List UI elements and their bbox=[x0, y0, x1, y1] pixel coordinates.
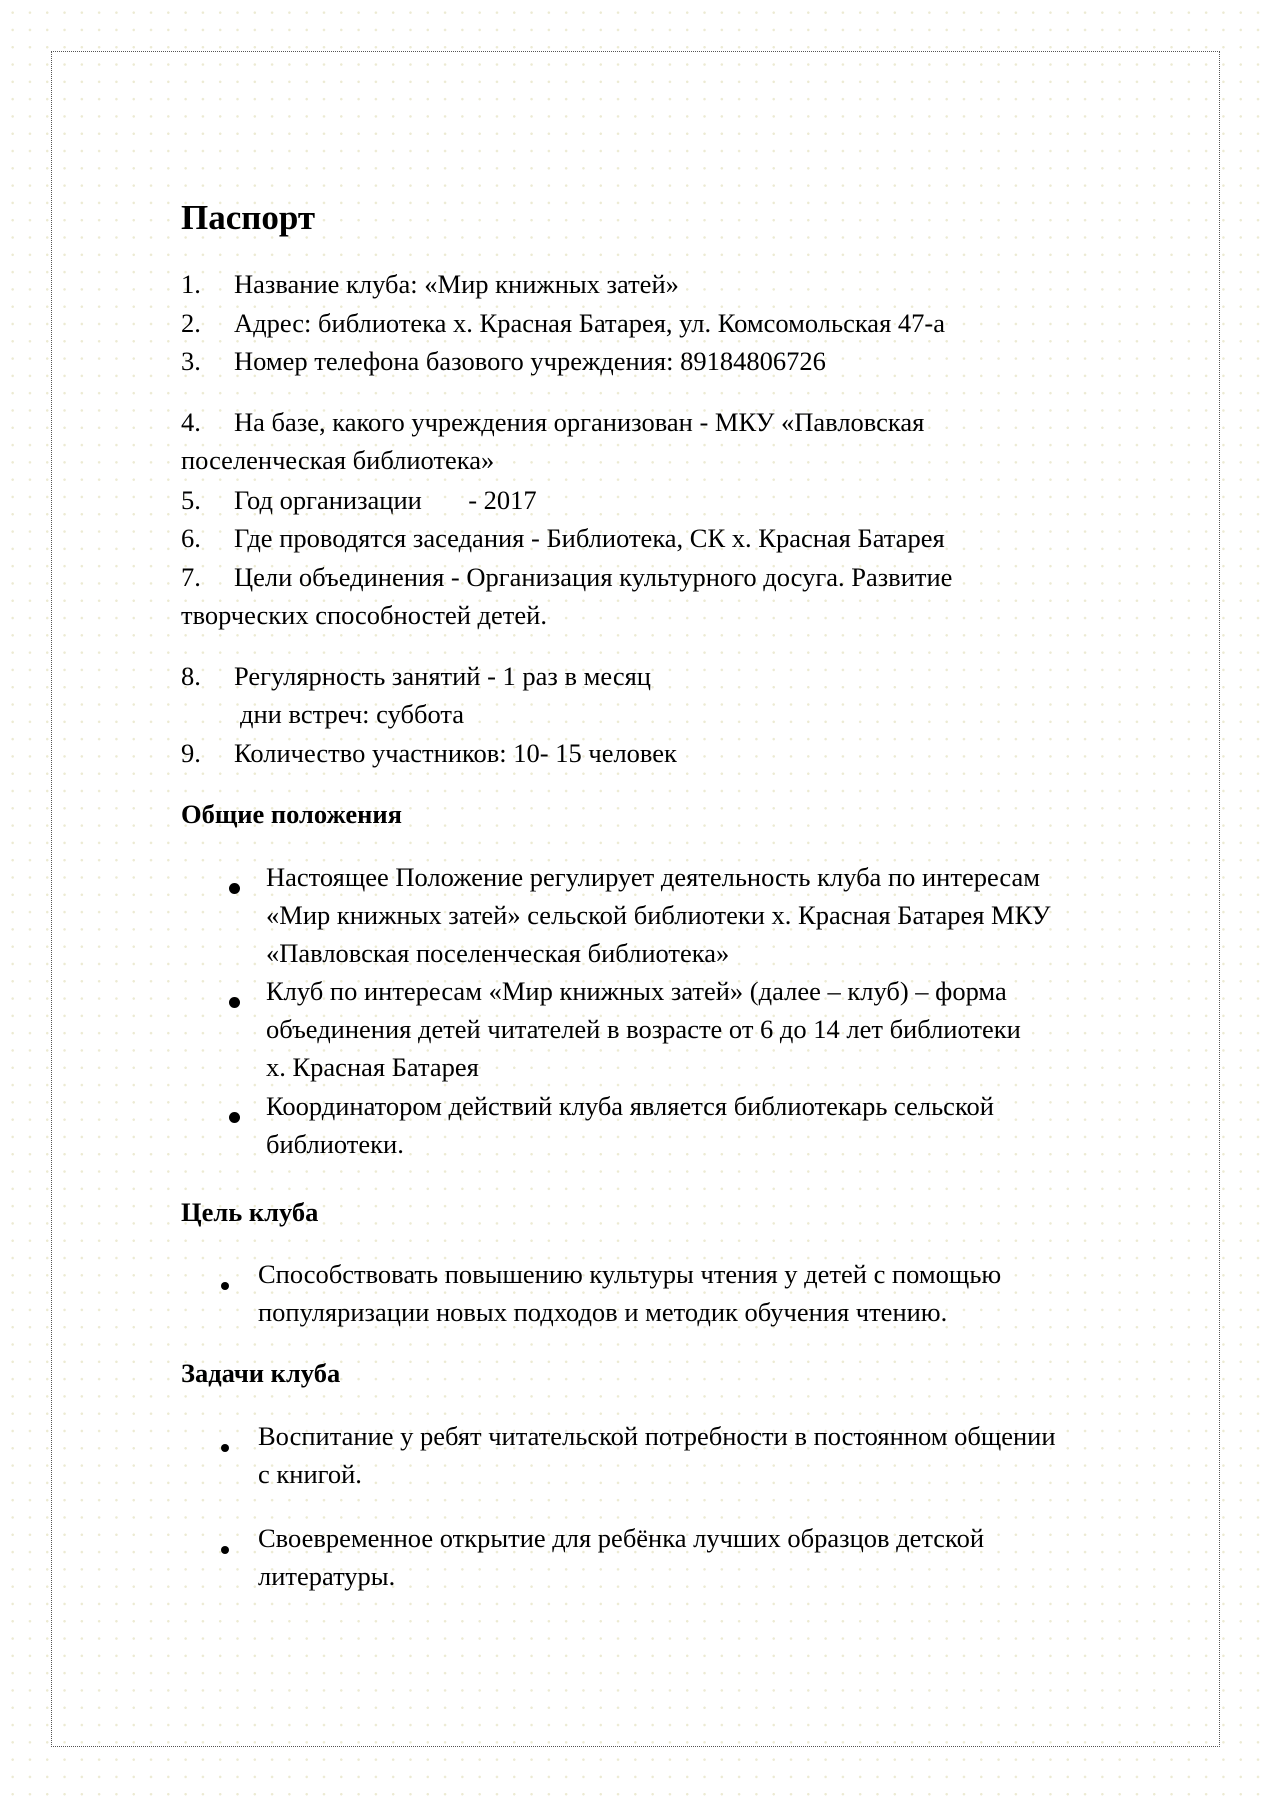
item-text-continuation: творческих способностей детей. bbox=[181, 600, 547, 630]
bullet-icon bbox=[221, 1282, 229, 1290]
bullet-text: библиотеки. bbox=[266, 1129, 404, 1159]
page-title: Паспорт bbox=[181, 198, 316, 237]
item-number: 4. bbox=[181, 407, 201, 437]
item-number: 2. bbox=[181, 308, 201, 338]
item-text: Номер телефона базового учреждения: 89184806726 bbox=[234, 346, 826, 376]
section-heading-club-tasks: Задачи клуба bbox=[181, 1358, 341, 1388]
bullet-text: популяризации новых подходов и методик обучения чтению. bbox=[258, 1297, 948, 1327]
item-text: Где проводятся заседания - Библиотека, СК х. Красная Батарея bbox=[234, 523, 945, 553]
bullet-text: Координатором действий клуба является библиотекарь сельской bbox=[266, 1091, 994, 1121]
item-number: 5. bbox=[181, 485, 201, 515]
item-text-continuation: поселенческая библиотека» bbox=[181, 445, 495, 475]
bullet-icon bbox=[221, 1546, 229, 1554]
item-text: Название клуба: «Мир книжных затей» bbox=[234, 269, 679, 299]
bullet-text: Настоящее Положение регулирует деятельность клуба по интересам bbox=[266, 862, 1040, 892]
section-heading-general-provisions: Общие положения bbox=[181, 799, 403, 829]
bullet-text: «Павловская поселенческая библиотека» bbox=[266, 938, 730, 968]
bullet-text: Способствовать повышению культуры чтения у детей с помощью bbox=[258, 1259, 1002, 1289]
item-number: 8. bbox=[181, 661, 201, 691]
item-number: 6. bbox=[181, 523, 201, 553]
bullet-text: литературы. bbox=[258, 1561, 396, 1591]
bullet-icon bbox=[221, 1444, 229, 1452]
item-text: На базе, какого учреждения организован - МКУ «Павловская bbox=[234, 407, 925, 437]
item-text-continuation: дни встреч: суббота bbox=[240, 699, 465, 729]
item-text: Адрес: библиотека х. Красная Батарея, ул. Комсомольская 47-а bbox=[234, 308, 945, 338]
bullet-text: с книгой. bbox=[258, 1459, 362, 1489]
bullet-text: объединения детей читателей в возрасте от 6 до 14 лет библиотеки bbox=[266, 1014, 1021, 1044]
bullet-icon bbox=[229, 883, 240, 894]
item-text: Регулярность занятий - 1 раз в месяц bbox=[234, 661, 651, 691]
bullet-text: Воспитание у ребят читательской потребности в постоянном общении bbox=[258, 1421, 1056, 1451]
item-text: Цели объединения - Организация культурного досуга. Развитие bbox=[234, 562, 953, 592]
bullet-text: х. Красная Батарея bbox=[266, 1052, 479, 1082]
item-number: 9. bbox=[181, 738, 201, 768]
bullet-icon bbox=[229, 1112, 240, 1123]
bullet-text: «Мир книжных затей» сельской библиотеки х. Красная Батарея МКУ bbox=[266, 900, 1051, 930]
bullet-icon bbox=[229, 997, 240, 1008]
item-text: Год организации - 2017 bbox=[234, 485, 537, 515]
bullet-text: Клуб по интересам «Мир книжных затей» (далее – клуб) – форма bbox=[266, 976, 1007, 1006]
item-number: 7. bbox=[181, 562, 201, 592]
section-heading-club-goal: Цель клуба bbox=[181, 1197, 319, 1227]
bullet-text: Своевременное открытие для ребёнка лучших образцов детской bbox=[258, 1523, 985, 1553]
item-number: 1. bbox=[181, 269, 201, 299]
item-number: 3. bbox=[181, 346, 201, 376]
item-text: Количество участников: 10- 15 человек bbox=[234, 738, 677, 768]
